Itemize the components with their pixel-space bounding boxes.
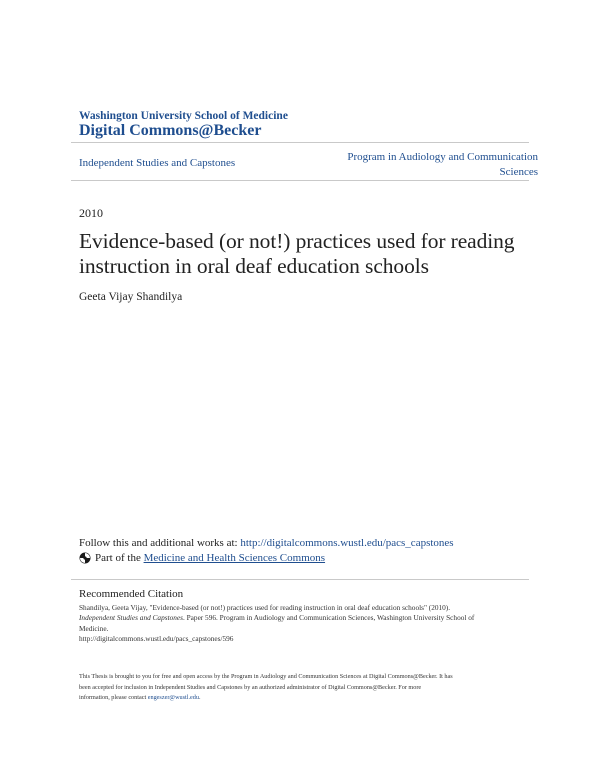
citation-line-3: Medicine. [79, 623, 109, 633]
document-title [79, 229, 539, 279]
notice-line-1: This Thesis is brought to you for free and open access by the Program in Audiology and Communication Sciences at Digital Commons@Becker. It has [79, 673, 453, 680]
repository-name[interactable]: Digital Commons@Becker [79, 122, 262, 139]
citation-line-2 [79, 613, 529, 623]
open-access-notice [79, 672, 529, 704]
notice-contact-suffix: . [198, 694, 201, 701]
follow-line [79, 537, 454, 549]
notice-line-3 [79, 693, 529, 704]
citation-line-1: Shandilya, Geeta Vijay, "Evidence-based (or not!) practices used for reading instruction in oral deaf education schools" (2010). [79, 603, 451, 612]
notice-line-2: been accepted for inclusion in Independent Studies and Capstones by an authorized administrator of Digital Commons@Becker. For more [79, 683, 422, 691]
recommended-citation-label: Recommended Citation [79, 588, 184, 600]
citation-divider [71, 579, 529, 580]
title-line-2: instruction in oral deaf education schools [79, 254, 429, 278]
commons-link[interactable]: Medicine and Health Sciences Commons [143, 552, 326, 564]
series-link[interactable]: Independent Studies and Capstones [79, 157, 236, 169]
title-line-1: Evidence-based (or not!) practices used for reading [79, 229, 515, 253]
citation-text [79, 603, 529, 644]
program-link[interactable] [320, 150, 538, 180]
publication-year: 2010 [79, 206, 103, 220]
program-link-line1: Program in Audiology and Communication [347, 151, 538, 163]
contact-email-link[interactable]: engeszer@wustl.edu [147, 694, 199, 701]
citation-line-2-rest: . Paper 596. Program in Audiology and Communication Sciences, Washington University School of [182, 613, 475, 623]
follow-url-link[interactable]: http://digitalcommons.wustl.edu/pacs_capstones [240, 537, 454, 549]
program-link-line2: Sciences [499, 166, 538, 178]
notice-contact-prefix: information, please contact [79, 694, 148, 701]
part-of-prefix: Part of the [95, 552, 141, 564]
header-divider-top [71, 142, 529, 143]
institution-name: Washington University School of Medicine [79, 110, 288, 122]
follow-prefix: Follow this and additional works at: [79, 537, 241, 549]
bepress-commons-icon [79, 552, 91, 564]
author-name: Geeta Vijay Shandilya [79, 291, 183, 303]
citation-url[interactable]: http://digitalcommons.wustl.edu/pacs_capstones/596 [79, 633, 234, 643]
citation-series-italic: Independent Studies and Capstones [79, 613, 183, 623]
part-of-line [79, 552, 325, 564]
header-divider-bottom [71, 180, 529, 181]
